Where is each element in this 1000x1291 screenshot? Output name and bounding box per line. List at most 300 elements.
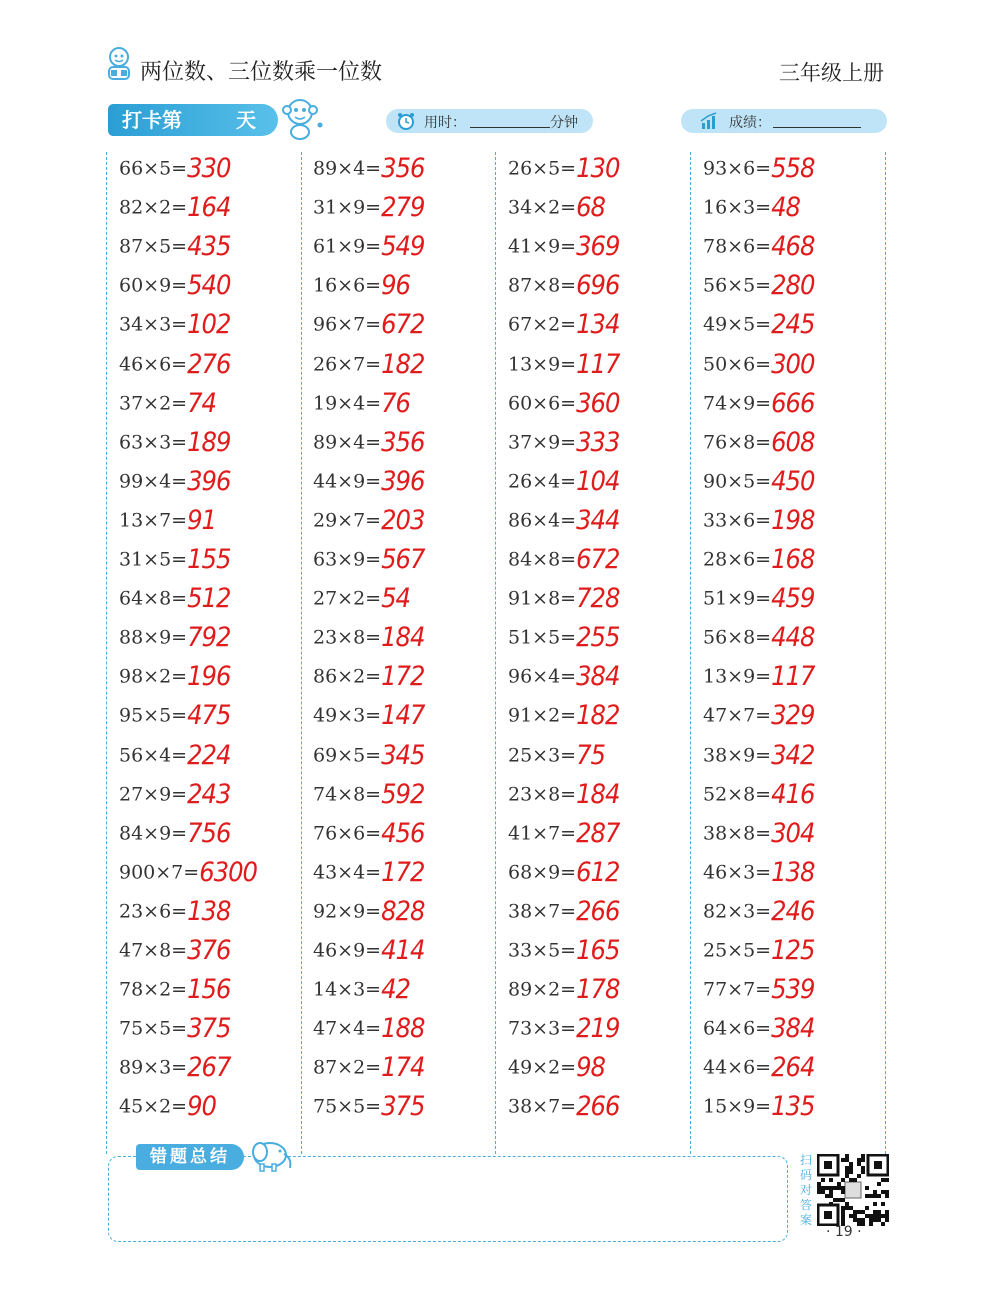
qr-module: [849, 1170, 853, 1174]
day-label: 天: [236, 108, 256, 132]
problem-row: [703, 740, 814, 776]
qr-module: [849, 1206, 853, 1210]
qr-module: [841, 1214, 845, 1218]
problem-row: [119, 1091, 216, 1127]
problem-row: [703, 192, 800, 228]
problem-text: 60×9=: [119, 274, 188, 297]
problem-text: 19×4=: [313, 392, 382, 415]
problem-text: 95×5=: [119, 704, 188, 727]
problem-row: [119, 974, 230, 1010]
handwritten-answer: 42: [381, 974, 411, 1006]
qr-module: [829, 1190, 833, 1194]
problem-row: [119, 153, 230, 189]
handwritten-answer: 168: [771, 544, 815, 575]
handwritten-answer: 287: [576, 817, 620, 849]
qr-module: [845, 1158, 849, 1162]
problem-row: [703, 153, 814, 189]
problem-text: 28×6=: [703, 548, 772, 571]
qr-module: [833, 1186, 837, 1190]
time-unit: 分钟: [550, 115, 578, 131]
problem-text: 99×4=: [119, 470, 188, 493]
handwritten-answer: 448: [771, 622, 815, 654]
problem-text: 77×7=: [703, 978, 772, 1001]
handwritten-answer: 76: [381, 387, 411, 419]
qr-module: [841, 1218, 845, 1222]
qr-module: [877, 1182, 881, 1186]
problem-row: [313, 505, 424, 541]
problem-row: [313, 779, 424, 815]
problem-text: 56×8=: [703, 626, 772, 649]
grade-label: 三年级上册: [779, 61, 884, 85]
problem-text: 76×6=: [313, 822, 382, 845]
problem-text: 63×9=: [313, 548, 382, 571]
qr-module: [829, 1202, 833, 1206]
problem-row: [119, 309, 230, 345]
problem-row: [313, 935, 424, 971]
problem-row: [703, 1091, 814, 1127]
handwritten-answer: 156: [187, 974, 231, 1006]
qr-module: [865, 1194, 869, 1198]
problem-text: 25×5=: [703, 939, 772, 962]
problem-text: 27×9=: [119, 783, 188, 806]
problem-text: 92×9=: [313, 900, 382, 923]
problem-text: 51×5=: [508, 626, 577, 649]
problem-text: 75×5=: [313, 1095, 382, 1118]
handwritten-answer: 255: [576, 622, 620, 654]
handwritten-answer: 117: [771, 661, 815, 693]
qr-module: [877, 1194, 881, 1198]
problem-row: [508, 388, 619, 424]
handwritten-answer: 267: [187, 1052, 231, 1084]
qr-module: [845, 1154, 849, 1158]
problem-row: [703, 857, 814, 893]
handwritten-answer: 198: [771, 504, 815, 536]
qr-module: [873, 1210, 877, 1214]
qr-module: [837, 1198, 841, 1202]
qr-module: [881, 1214, 885, 1218]
qr-module: [861, 1218, 865, 1222]
elephant-icon: [244, 1136, 294, 1174]
problem-text: 88×9=: [119, 626, 188, 649]
problem-text: 33×5=: [508, 939, 577, 962]
kid-logo-icon: [104, 46, 134, 84]
problem-text: 78×2=: [119, 978, 188, 1001]
problem-row: [119, 857, 257, 893]
handwritten-answer: 828: [381, 895, 425, 927]
problem-text: 16×6=: [313, 274, 382, 297]
problem-text: 47×8=: [119, 939, 188, 962]
handwritten-answer: 549: [381, 231, 425, 263]
problem-row: [703, 505, 814, 541]
handwritten-answer: 728: [576, 583, 620, 615]
problem-text: 90×5=: [703, 470, 772, 493]
qr-module: [873, 1214, 877, 1218]
problem-row: [119, 466, 230, 502]
problem-text: 46×6=: [119, 353, 188, 375]
handwritten-answer: 75: [576, 739, 606, 771]
problem-row: [703, 896, 814, 932]
problem-text: 74×8=: [313, 783, 382, 806]
qr-module: [853, 1214, 857, 1218]
score-chart-icon: [699, 111, 719, 131]
qr-module: [841, 1198, 845, 1202]
handwritten-answer: 375: [187, 1013, 231, 1045]
problem-row: [313, 309, 424, 345]
qr-module: [873, 1202, 877, 1206]
problem-text: 34×2=: [508, 196, 577, 219]
problem-text: 82×2=: [119, 196, 188, 219]
problem-text: 82×3=: [703, 900, 772, 923]
problem-text: 49×2=: [508, 1056, 577, 1079]
daka-label: 打卡第: [122, 108, 182, 132]
problem-text: 96×4=: [508, 665, 577, 688]
handwritten-answer: 174: [381, 1052, 425, 1084]
problem-row: [703, 466, 814, 502]
handwritten-answer: 540: [187, 270, 231, 302]
handwritten-answer: 608: [771, 426, 815, 458]
problem-column-2: [301, 152, 496, 1154]
qr-module: [829, 1178, 833, 1182]
problem-text: 93×6=: [703, 157, 772, 180]
handwritten-answer: 48: [771, 192, 801, 224]
time-blank[interactable]: [470, 127, 550, 128]
qr-module: [821, 1178, 825, 1182]
problem-row: [119, 349, 230, 385]
problem-row: [119, 896, 230, 932]
problem-text: 38×7=: [508, 1095, 577, 1118]
problem-text: 86×2=: [313, 665, 382, 688]
problem-text: 29×7=: [313, 509, 382, 532]
problem-text: 68×9=: [508, 861, 577, 884]
problem-row: [508, 779, 619, 815]
qr-module: [873, 1194, 877, 1198]
problem-row: [508, 1091, 619, 1127]
qr-module: [877, 1214, 881, 1218]
handwritten-answer: 165: [576, 935, 620, 966]
problem-text: 25×3=: [508, 744, 577, 766]
handwritten-answer: 68: [576, 192, 606, 224]
qr-module: [857, 1162, 861, 1166]
handwritten-answer: 264: [771, 1052, 815, 1084]
problem-text: 60×6=: [508, 392, 577, 415]
qr-module: [885, 1190, 889, 1194]
qr-module: [829, 1186, 833, 1190]
handwritten-answer: 696: [576, 270, 620, 302]
problem-row: [313, 974, 410, 1010]
problem-row: [313, 700, 424, 736]
problem-text: 44×6=: [703, 1056, 772, 1079]
handwritten-answer: 356: [381, 426, 425, 458]
qr-module: [885, 1178, 889, 1182]
handwritten-answer: 396: [187, 465, 231, 497]
qr-module: [853, 1210, 857, 1214]
problem-text: 75×5=: [119, 1017, 188, 1040]
score-bar: [681, 109, 887, 133]
handwritten-answer: 182: [381, 348, 425, 380]
qr-module: [829, 1194, 833, 1198]
score-blank[interactable]: [773, 127, 861, 128]
handwritten-answer: 375: [381, 1091, 425, 1123]
problem-text: 13×7=: [119, 509, 188, 532]
handwritten-answer: 224: [187, 739, 231, 771]
handwritten-answer: 376: [187, 935, 231, 966]
handwritten-answer: 102: [187, 309, 231, 341]
problem-row: [119, 622, 230, 658]
qr-module: [877, 1218, 881, 1222]
qr-module: [849, 1214, 853, 1218]
problem-row: [119, 700, 230, 736]
handwritten-answer: 330: [187, 153, 231, 184]
problem-text: 13×9=: [508, 353, 577, 375]
page-title: 两位数、三位数乘一位数: [140, 60, 383, 85]
handwritten-answer: 184: [576, 778, 620, 810]
handwritten-answer: 135: [771, 1091, 815, 1123]
handwritten-answer: 188: [381, 1013, 425, 1045]
problem-row: [508, 622, 619, 658]
problem-text: 49×5=: [703, 313, 772, 336]
page-number: · 19 ·: [826, 1224, 862, 1240]
problem-row: [703, 1052, 814, 1088]
handwritten-answer: 203: [381, 504, 425, 536]
qr-module: [849, 1166, 853, 1170]
handwritten-answer: 243: [187, 778, 231, 810]
problem-row: [703, 779, 814, 815]
handwritten-answer: 345: [381, 739, 425, 771]
problem-text: 98×2=: [119, 665, 188, 688]
problem-row: [119, 270, 230, 306]
problem-row: [508, 192, 605, 228]
handwritten-answer: 276: [187, 348, 231, 380]
qr-module: [881, 1222, 885, 1226]
handwritten-answer: 164: [187, 192, 231, 224]
handwritten-answer: 6300: [199, 856, 258, 888]
problem-row: [508, 818, 619, 854]
handwritten-answer: 125: [771, 935, 815, 966]
problem-text: 23×8=: [508, 783, 577, 806]
handwritten-answer: 172: [381, 856, 425, 888]
handwritten-answer: 54: [381, 583, 411, 615]
handwritten-answer: 117: [576, 348, 620, 380]
problem-text: 66×5=: [119, 157, 188, 180]
problem-column-4: [691, 152, 886, 1154]
handwritten-answer: 304: [771, 817, 815, 849]
qr-module: [857, 1174, 861, 1178]
qr-module: [881, 1202, 885, 1206]
monkey-icon: [276, 95, 324, 141]
problem-row: [703, 231, 814, 267]
handwritten-answer: 414: [381, 935, 425, 966]
problem-text: 13×9=: [703, 665, 772, 688]
problem-row: [313, 388, 410, 424]
problem-text: 84×8=: [508, 548, 577, 571]
problem-text: 49×3=: [313, 704, 382, 727]
qr-module: [857, 1158, 861, 1162]
problem-text: 31×9=: [313, 196, 382, 219]
problem-row: [508, 740, 605, 776]
qr-module: [845, 1170, 849, 1174]
qr-module: [845, 1206, 849, 1210]
handwritten-answer: 792: [187, 622, 231, 654]
problem-text: 84×9=: [119, 822, 188, 845]
qr-module: [849, 1178, 853, 1182]
qr-module: [885, 1194, 889, 1198]
time-label: 用时：: [424, 115, 466, 131]
problem-text: 64×6=: [703, 1017, 772, 1040]
qr-module: [833, 1198, 837, 1202]
score-label: 成绩：: [729, 115, 771, 131]
problem-text: 37×2=: [119, 392, 188, 415]
problem-row: [508, 974, 619, 1010]
qr-module: [849, 1162, 853, 1166]
handwritten-answer: 344: [576, 504, 620, 536]
qr-module: [861, 1154, 865, 1158]
problem-row: [508, 349, 619, 385]
problem-text: 16×3=: [703, 196, 772, 219]
qr-module: [861, 1210, 865, 1214]
problem-row: [119, 661, 230, 697]
problem-row: [508, 466, 619, 502]
problem-row: [508, 505, 619, 541]
problem-row: [119, 1052, 230, 1088]
problem-row: [703, 974, 814, 1010]
problem-row: [313, 1052, 424, 1088]
problem-text: 47×4=: [313, 1017, 382, 1040]
problem-row: [313, 270, 410, 306]
problem-row: [703, 427, 814, 463]
handwritten-answer: 475: [187, 700, 231, 732]
problem-text: 23×6=: [119, 900, 188, 923]
problem-text: 74×9=: [703, 392, 772, 415]
handwritten-answer: 138: [771, 856, 815, 888]
qr-module: [817, 1190, 821, 1194]
handwritten-answer: 450: [771, 465, 815, 497]
problem-row: [508, 1052, 605, 1088]
handwritten-answer: 456: [381, 817, 425, 849]
qr-module: [821, 1186, 825, 1190]
problem-row: [703, 270, 814, 306]
problem-row: [313, 1013, 424, 1049]
problem-row: [703, 349, 814, 385]
problem-row: [508, 857, 619, 893]
problem-row: [508, 270, 619, 306]
problem-row: [313, 661, 424, 697]
handwritten-answer: 130: [576, 153, 620, 184]
problem-text: 52×8=: [703, 783, 772, 806]
problem-text: 91×8=: [508, 587, 577, 610]
problem-row: [119, 505, 216, 541]
problem-row: [508, 935, 619, 971]
qr-module: [845, 1166, 849, 1170]
handwritten-answer: 512: [187, 583, 231, 615]
problem-text: 46×3=: [703, 861, 772, 884]
handwritten-answer: 98: [576, 1052, 606, 1084]
problem-text: 63×3=: [119, 431, 188, 454]
scan-caption: 扫码对答案: [799, 1153, 812, 1227]
handwritten-answer: 369: [576, 231, 620, 263]
handwritten-answer: 329: [771, 700, 815, 732]
handwritten-answer: 246: [771, 895, 815, 927]
problem-row: [508, 661, 619, 697]
problem-row: [703, 309, 814, 345]
problem-text: 56×4=: [119, 744, 188, 766]
problem-row: [508, 700, 619, 736]
handwritten-answer: 384: [576, 661, 620, 693]
problem-row: [508, 896, 619, 932]
qr-module: [857, 1210, 861, 1214]
handwritten-answer: 435: [187, 231, 231, 263]
qr-module: [885, 1214, 889, 1218]
problem-row: [508, 544, 619, 580]
problem-text: 87×8=: [508, 274, 577, 297]
problem-text: 89×3=: [119, 1056, 188, 1079]
problem-row: [703, 661, 814, 697]
problem-text: 76×8=: [703, 431, 772, 454]
problem-text: 86×4=: [508, 509, 577, 532]
handwritten-answer: 666: [771, 387, 815, 419]
problem-row: [313, 896, 424, 932]
handwritten-answer: 155: [187, 544, 231, 575]
problem-row: [703, 544, 814, 580]
problem-row: [313, 192, 424, 228]
qr-code-icon[interactable]: [817, 1154, 889, 1226]
handwritten-answer: 672: [576, 544, 620, 575]
time-bar: [386, 109, 593, 133]
problem-text: 64×8=: [119, 587, 188, 610]
problem-row: [119, 779, 230, 815]
problem-text: 26×5=: [508, 157, 577, 180]
handwritten-answer: 90: [187, 1091, 217, 1123]
handwritten-answer: 539: [771, 974, 815, 1006]
qr-module: [853, 1218, 857, 1222]
handwritten-answer: 189: [187, 426, 231, 458]
problem-row: [508, 309, 619, 345]
problem-row: [119, 818, 230, 854]
problem-text: 50×6=: [703, 353, 772, 375]
problem-row: [508, 427, 619, 463]
handwritten-answer: 567: [381, 544, 425, 575]
handwritten-answer: 416: [771, 778, 815, 810]
handwritten-answer: 279: [381, 192, 425, 224]
problem-row: [313, 153, 424, 189]
problem-text: 87×5=: [119, 235, 188, 258]
problem-text: 37×9=: [508, 431, 577, 454]
problem-text: 67×2=: [508, 313, 577, 336]
qr-module: [841, 1190, 845, 1194]
problem-row: [703, 622, 814, 658]
qr-module: [869, 1222, 873, 1226]
qr-module: [869, 1214, 873, 1218]
problem-text: 23×8=: [313, 626, 382, 649]
qr-module: [877, 1210, 881, 1214]
problem-text: 44×9=: [313, 470, 382, 493]
handwritten-answer: 356: [381, 153, 425, 184]
problem-text: 89×2=: [508, 978, 577, 1001]
handwritten-answer: 612: [576, 856, 620, 888]
handwritten-answer: 219: [576, 1013, 620, 1045]
handwritten-answer: 396: [381, 465, 425, 497]
problem-text: 31×5=: [119, 548, 188, 571]
qr-module: [857, 1218, 861, 1222]
qr-module: [845, 1202, 849, 1206]
qr-module: [853, 1178, 857, 1182]
handwritten-answer: 74: [187, 387, 217, 419]
handwritten-answer: 196: [187, 661, 231, 693]
handwritten-answer: 333: [576, 426, 620, 458]
handwritten-answer: 178: [576, 974, 620, 1006]
problem-row: [313, 466, 424, 502]
qr-module: [885, 1218, 889, 1222]
handwritten-answer: 266: [576, 1091, 620, 1123]
